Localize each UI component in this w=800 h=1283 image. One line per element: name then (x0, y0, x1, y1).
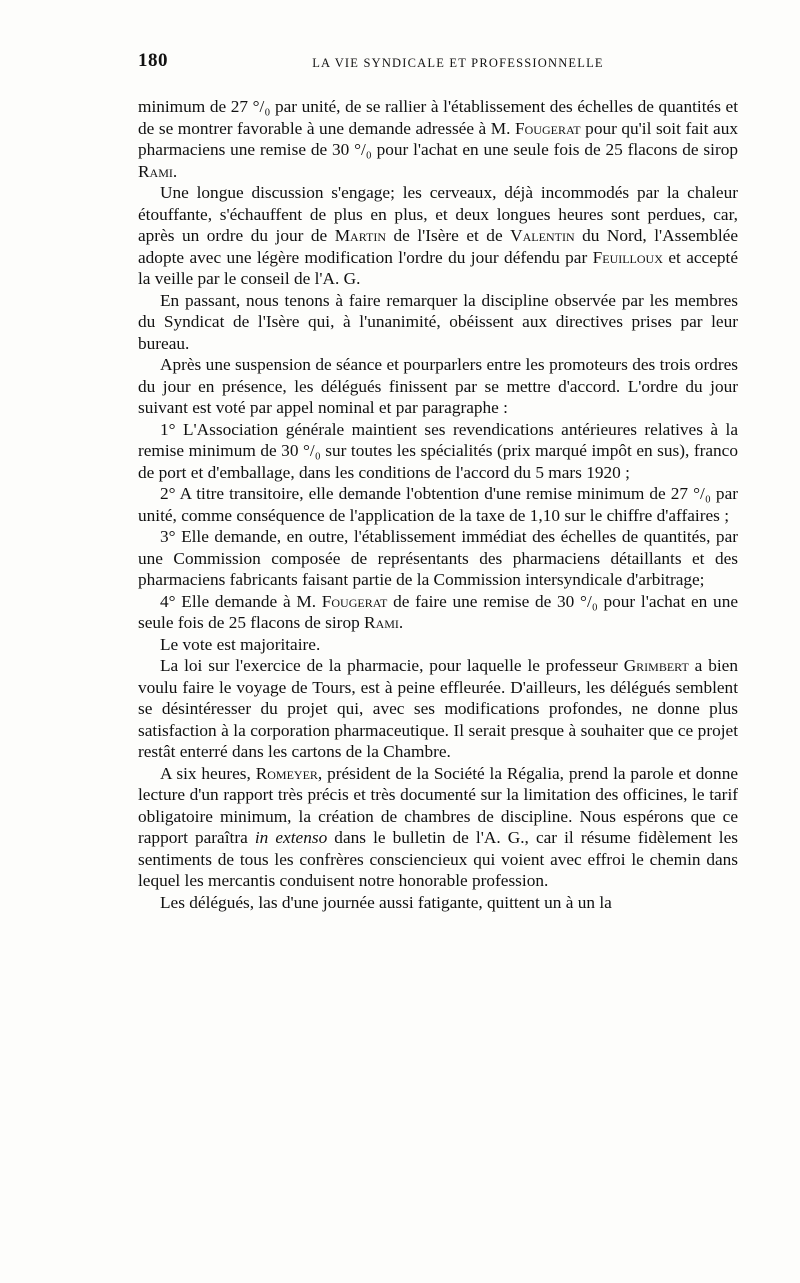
text-run: de l'Isère et de (386, 226, 511, 245)
proper-name: Martin (334, 226, 386, 245)
paragraph (138, 591, 738, 634)
proper-name: Feuilloux (592, 247, 663, 267)
text-run: minimum de 27 °/₀ par unité, de se rallier à l'établissement des échelles de quantités et de se montrer favorable à une demande adressée à M. (138, 97, 738, 138)
body-text (138, 96, 738, 913)
text-run: du Nord, l'Assemblée adopte avec une légère modification l'ordre du jour défendu par (138, 226, 738, 267)
text-run: 2° A titre transitoire, elle demande l'obtention d'une remise minimum de 27 °/₀ par unité, comme conséquence de l'application de la taxe de 1,10 sur le chiffre d'affaires ; (138, 484, 738, 525)
paragraph (138, 655, 738, 763)
proper-name: Romeyer (255, 763, 318, 783)
paragraph (138, 182, 738, 290)
text-run: dans le bulletin de l'A. G., car il résume fidèlement les sentiments de tous les confrères consciencieux qui voient avec effroi le chemin dans lequel les mercantis conduisent notre honorable profession. (138, 828, 738, 890)
proper-name: Rami (138, 161, 173, 181)
text-run: A six heures, (160, 763, 256, 783)
page-header (138, 50, 738, 76)
proper-name: Fougerat (515, 118, 581, 138)
proper-name: Rami (364, 613, 399, 632)
paragraph (138, 354, 738, 419)
text-run: Après une suspension de séance et pourparlers entre les promoteurs des trois ordres du jour en présence, les délégués finissent par se mettre d'accord. L'ordre du jour suivant est voté par appel nominal et par paragraphe : (138, 355, 738, 417)
paragraph (138, 290, 738, 355)
page-number: 180 (138, 50, 168, 71)
text-run: Le vote est majoritaire. (160, 634, 321, 654)
text-run: . (172, 161, 178, 181)
italic-phrase: in extenso (254, 828, 328, 847)
text-run: , président de la Société la Régalia, prend la parole et donne lecture d'un rapport très précis et très documenté sur la limitation des officines, le tarif obligatoire minimum, la création de chambres de discipline. Nous espérons que ce rapport paraîtra (138, 763, 739, 847)
text-run: . (398, 613, 404, 632)
text-run: En passant, nous tenons à faire remarquer la discipline observée par les membres du Syndicat de l'Isère qui, à l'unanimité, obéissent aux directives prises par leur bureau. (138, 290, 738, 353)
text-run: 4° Elle demande à M. (160, 591, 322, 611)
text-run: La loi sur l'exercice de la pharmacie, pour laquelle le professeur (160, 656, 624, 675)
text-run: de faire une remise de 30 °/₀ pour l'achat en une seule fois de 25 flacons de sirop (138, 591, 739, 632)
paragraph (138, 96, 738, 182)
paragraph (138, 483, 738, 526)
text-run: Les délégués, las d'une journée aussi fatigante, quittent un à un la (160, 892, 612, 912)
proper-name: Grimbert (623, 656, 689, 675)
paragraph (138, 634, 738, 656)
text-run: a bien voulu faire le voyage de Tours, est à peine effleurée. D'ailleurs, les délégués semblent se désintéresser du projet qui, avec ses modifications profondes, ne donne plus satisfaction à la corporation pharmaceutique. Il serait presque à souhaiter que ce projet restât enterré dans les cartons de la Chambre. (138, 656, 738, 761)
text-run: Une longue discussion s'engage; les cerveaux, déjà incommodés par la chaleur étouffante, s'échauffent de plus en plus, et deux longues heures sont perdues, car, après un ordre du jour de (138, 183, 738, 245)
running-title: LA VIE SYNDICALE ET PROFESSIONNELLE (312, 56, 604, 70)
paragraph (138, 419, 738, 484)
paragraph (138, 892, 738, 914)
text-run: pour qu'il soit fait aux pharmaciens une remise de 30 °/₀ pour l'achat en une seule fois de 25 flacons de sirop (138, 118, 738, 159)
paragraph (138, 763, 738, 892)
text-run: et accepté la veille par le conseil de l'A. G. (138, 247, 738, 288)
proper-name: Valentin (510, 226, 575, 245)
proper-name: Fougerat (321, 591, 388, 611)
paragraph (138, 526, 738, 591)
text-run: 1° L'Association générale maintient ses revendications antérieures relatives à la remise minimum de 30 °/₀ sur toutes les spécialités (prix marqué impôt en sus), franco de port et d'emballage, dans les conditions de l'accord du 5 mars 1920 ; (138, 419, 738, 482)
text-run: 3° Elle demande, en outre, l'établissement immédiat des échelles de quantités, par une Commission composée de représentants des pharmaciens détaillants et des pharmaciens fabricants faisant partie de la Commission intersyndicale d'arbitrage; (138, 527, 738, 589)
